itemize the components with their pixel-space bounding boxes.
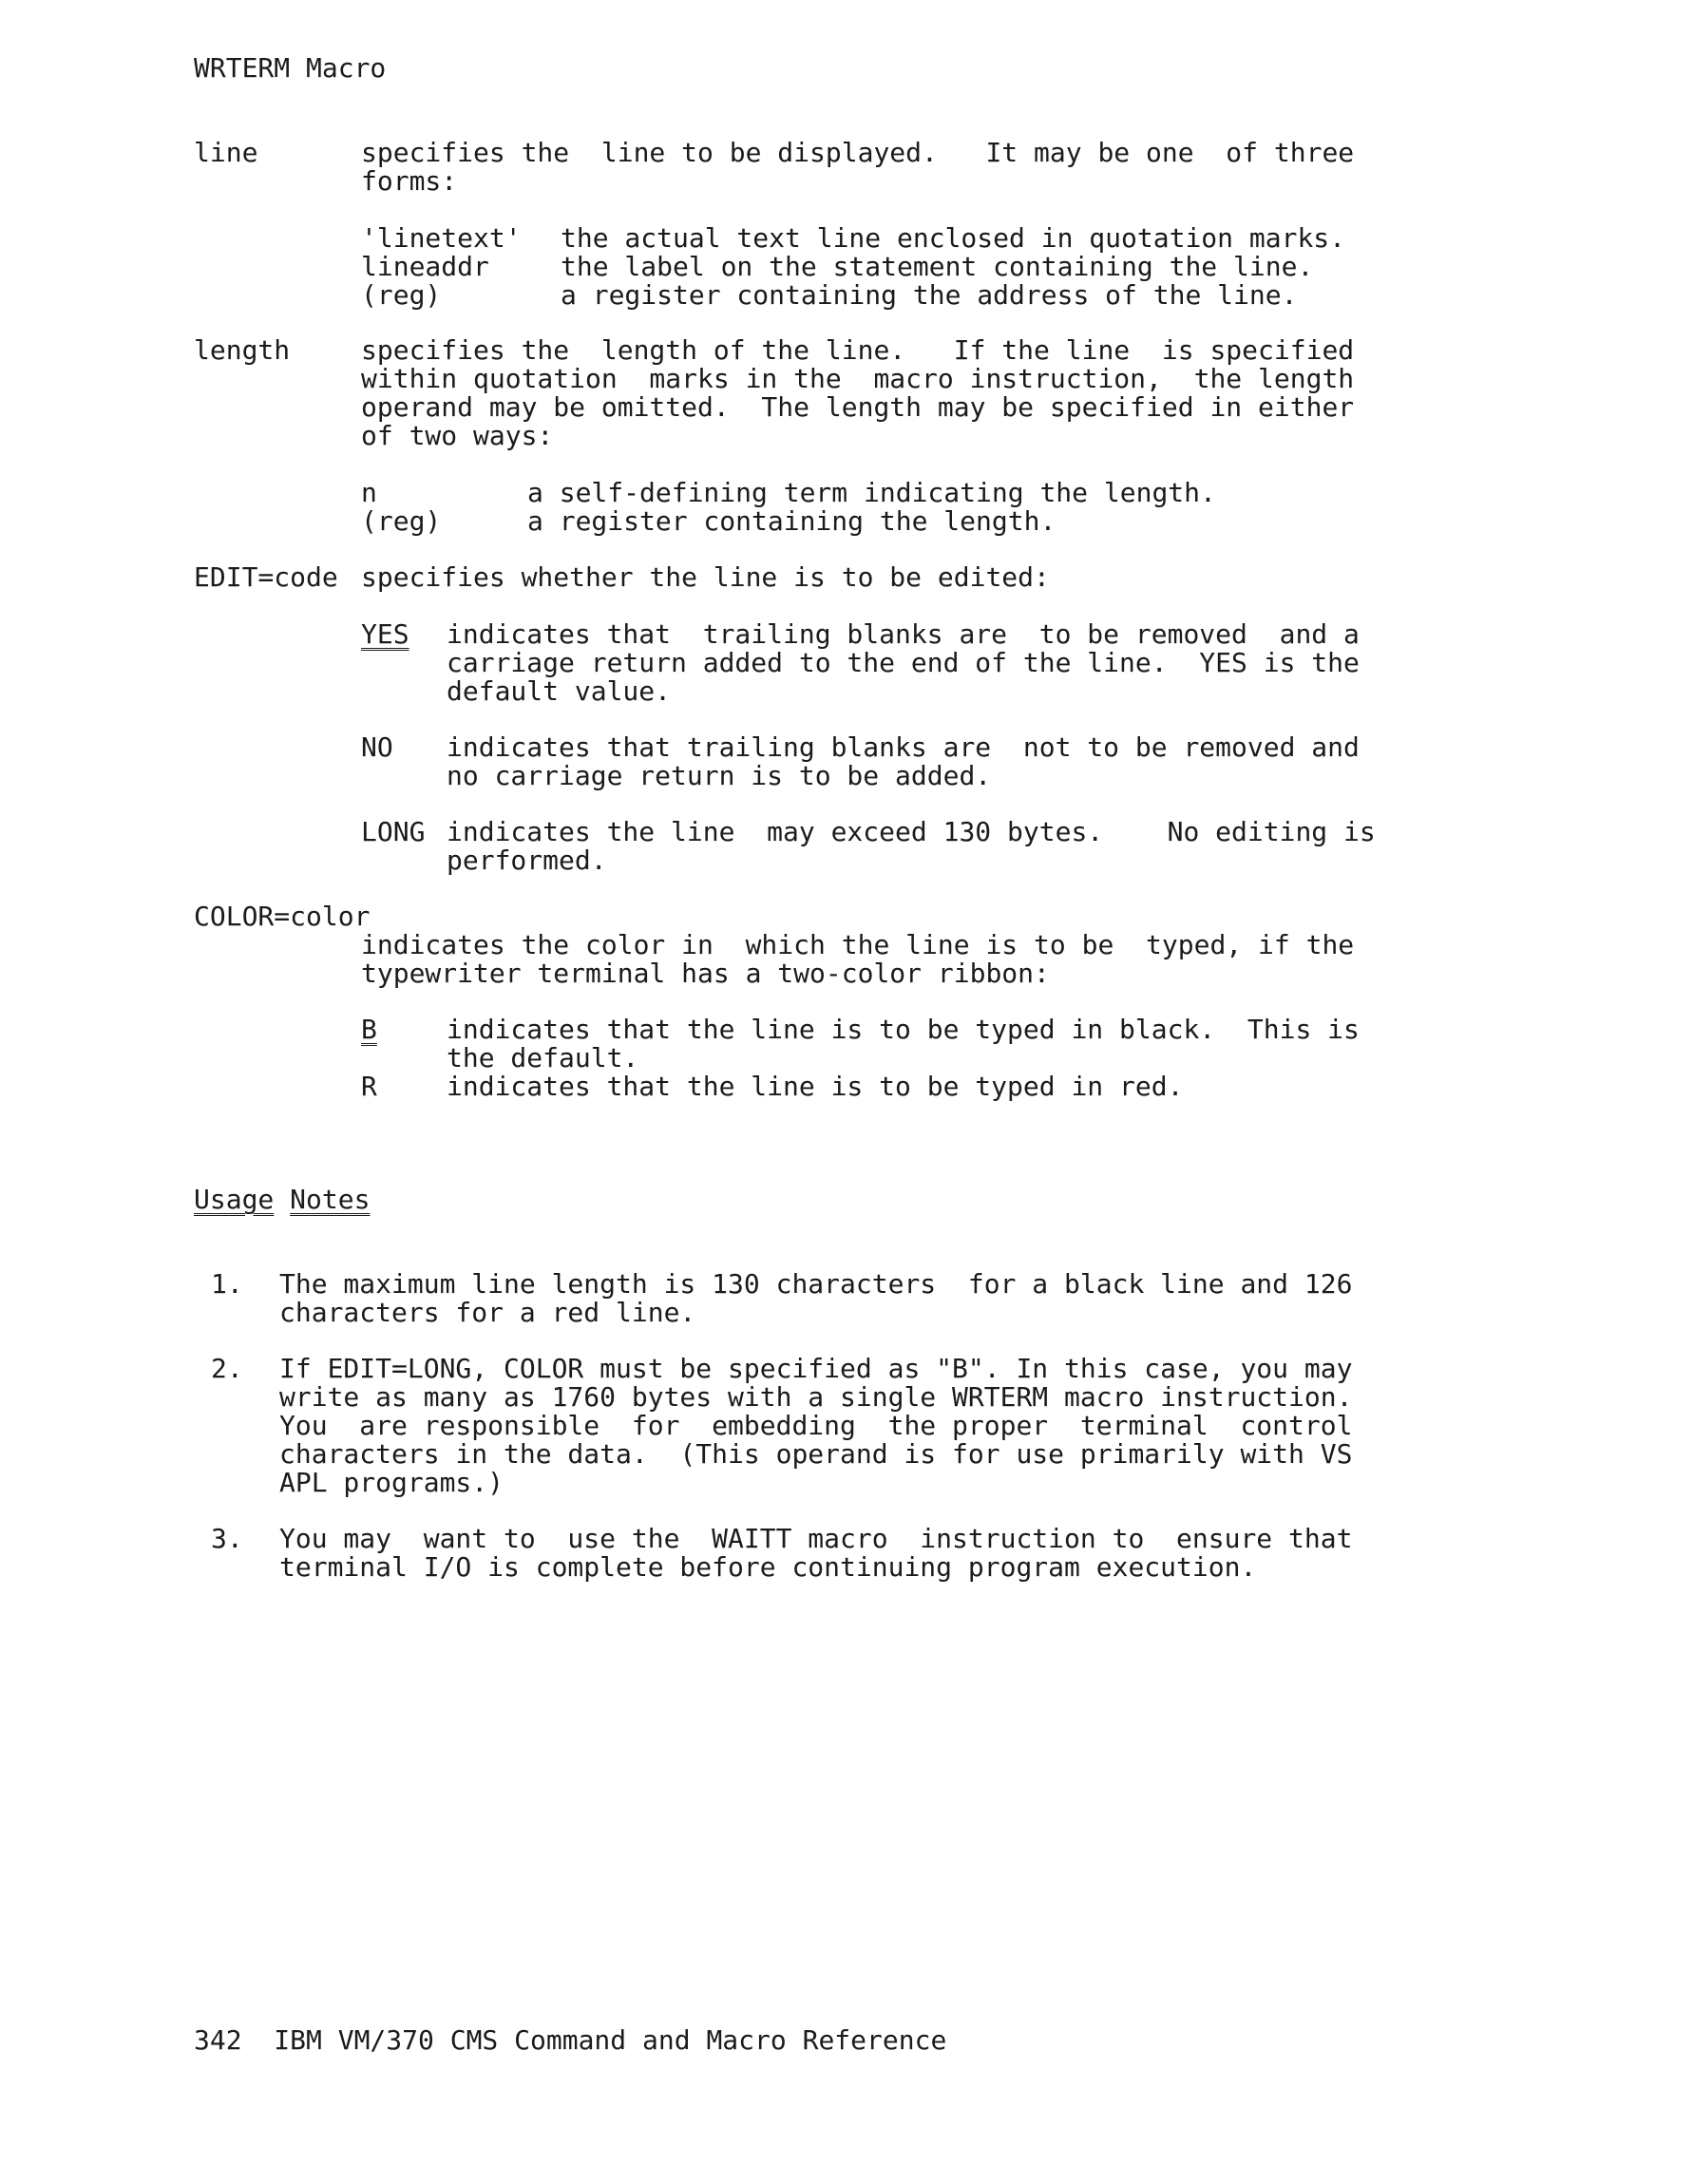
usage-notes-heading bbox=[194, 1186, 370, 1214]
note-number: 1. bbox=[211, 1268, 243, 1300]
operand-length-desc-4: of two ways: bbox=[361, 420, 554, 451]
note-2-line-1: If EDIT=LONG, COLOR must be specified as "B". In this case, you may bbox=[279, 1353, 1353, 1384]
operand-color-name: COLOR=color bbox=[194, 901, 371, 932]
line-form-desc: the actual text line enclosed in quotation marks. bbox=[561, 222, 1346, 254]
edit-option-long-line-2: performed. bbox=[447, 845, 607, 876]
color-option-b-line-2: the default. bbox=[447, 1042, 639, 1073]
operand-length-desc-3: operand may be omitted. The length may be specified in either bbox=[361, 391, 1355, 423]
edit-option-yes-line-1: indicates that trailing blanks are to be removed and a bbox=[447, 618, 1360, 650]
note-1-line-1: The maximum line length is 130 characters for a black line and 126 bbox=[279, 1268, 1353, 1300]
operand-line-desc-2: forms: bbox=[361, 165, 458, 197]
length-form-desc: a register containing the length. bbox=[527, 505, 1056, 537]
edit-option-yes-line-2: carriage return added to the end of the line. YES is the bbox=[447, 647, 1360, 678]
note-number: 2. bbox=[211, 1353, 243, 1384]
notes-heading-word: Notes bbox=[290, 1184, 371, 1215]
operand-color-desc-1: indicates the color in which the line is to be typed, if the bbox=[361, 929, 1355, 960]
note-3-line-1: You may want to use the WAITT macro instruction to ensure that bbox=[279, 1523, 1353, 1554]
operand-line-name: line bbox=[194, 137, 258, 168]
length-form-desc: a self-defining term indicating the length. bbox=[527, 477, 1216, 508]
note-1-line-2: characters for a red line. bbox=[279, 1297, 696, 1328]
note-2-line-3: You are responsible for embedding the proper terminal control bbox=[279, 1410, 1353, 1441]
line-form-term: lineaddr bbox=[361, 251, 489, 282]
note-2-line-5: APL programs.) bbox=[279, 1467, 504, 1498]
color-option-b-line-1: indicates that the line is to be typed in black. This is bbox=[447, 1014, 1360, 1045]
page-footer: 342 IBM VM/370 CMS Command and Macro Reference bbox=[194, 2024, 947, 2056]
length-form-term: n bbox=[361, 477, 377, 508]
note-2-line-4: characters in the data. (This operand is for use primarily with VS bbox=[279, 1438, 1353, 1470]
operand-color-desc-2: typewriter terminal has a two-color ribbon: bbox=[361, 958, 1050, 989]
operand-length-name: length bbox=[194, 334, 291, 366]
note-number: 3. bbox=[211, 1523, 243, 1554]
color-option-r-term: R bbox=[361, 1071, 377, 1102]
operand-edit-name: EDIT=code bbox=[194, 561, 338, 593]
color-option-b-term: B bbox=[361, 1014, 377, 1045]
operand-length-desc-1: specifies the length of the line. If the line is specified bbox=[361, 334, 1355, 366]
line-form-desc: the label on the statement containing the line. bbox=[561, 251, 1314, 282]
line-form-term: 'linetext' bbox=[361, 222, 522, 254]
note-3-line-2: terminal I/O is complete before continuing program execution. bbox=[279, 1551, 1257, 1583]
edit-option-long-line-1: indicates the line may exceed 130 bytes. No editing is bbox=[447, 816, 1376, 847]
line-form-term: (reg) bbox=[361, 279, 442, 311]
edit-option-no-line-1: indicates that trailing blanks are not to be removed and bbox=[447, 731, 1360, 763]
color-option-r-line-1: indicates that the line is to be typed in red. bbox=[447, 1071, 1184, 1102]
usage-heading-word: Usage bbox=[194, 1184, 275, 1215]
edit-option-yes-line-3: default value. bbox=[447, 675, 672, 707]
page-header: WRTERM Macro bbox=[194, 52, 387, 84]
operand-edit-desc: specifies whether the line is to be edited: bbox=[361, 561, 1050, 593]
edit-option-no-term: NO bbox=[361, 731, 393, 763]
edit-option-long-term: LONG bbox=[361, 816, 426, 847]
edit-option-yes-term: YES bbox=[361, 618, 409, 650]
note-2-line-2: write as many as 1760 bytes with a single WRTERM macro instruction. bbox=[279, 1381, 1353, 1413]
operand-line-desc-1: specifies the line to be displayed. It may be one of three bbox=[361, 137, 1355, 168]
edit-option-no-line-2: no carriage return is to be added. bbox=[447, 760, 992, 791]
line-form-desc: a register containing the address of the line. bbox=[561, 279, 1298, 311]
operand-length-desc-2: within quotation marks in the macro instruction, the length bbox=[361, 363, 1355, 394]
length-form-term: (reg) bbox=[361, 505, 442, 537]
